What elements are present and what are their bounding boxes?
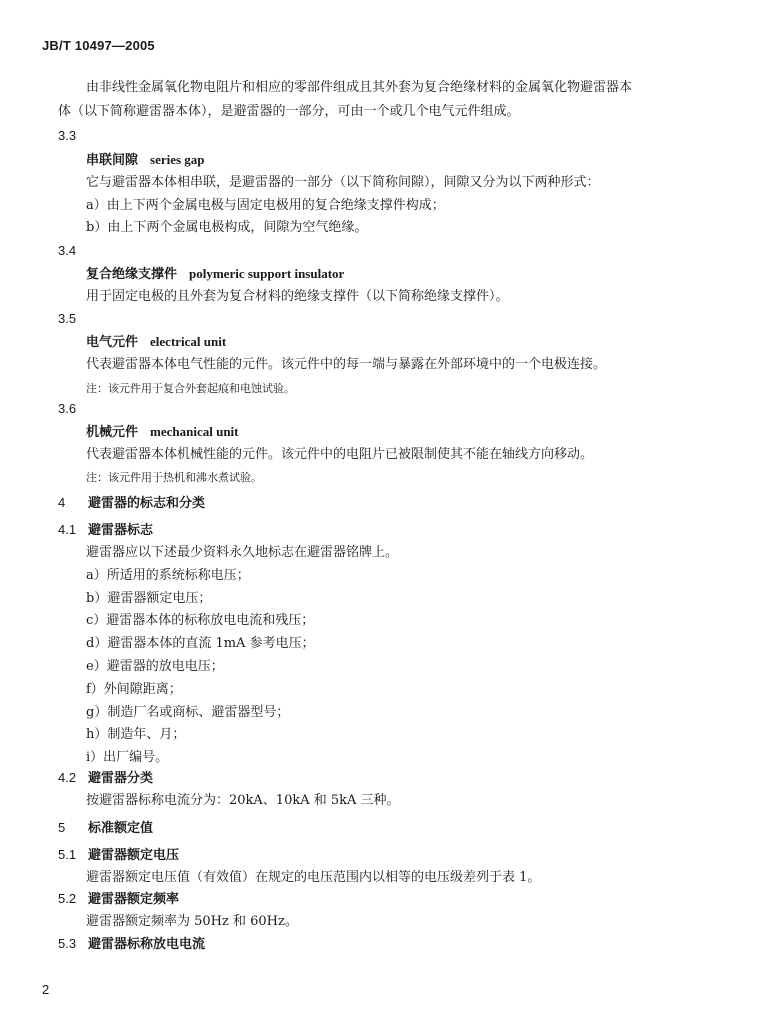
list-item: b）由上下两个金属电极构成，间隙为空气绝缘。 [86, 220, 368, 235]
subsection-heading [58, 936, 205, 953]
term-en: mechanical unit [150, 424, 239, 439]
paragraph-line: 按避雷器标称电流分为：20kA、10kA 和 5kA 三种。 [86, 793, 400, 808]
list-item: a）由上下两个金属电极与固定电极用的复合绝缘支撑件构成； [86, 198, 445, 213]
subsection-number: 4.2 [58, 770, 77, 785]
note-line: 注：该元件用于复合外套起痕和电蚀试验。 [86, 382, 295, 395]
list-item: f）外间隙距离； [86, 682, 182, 697]
subsection-number: 5.3 [58, 936, 77, 951]
section-number: 5 [58, 820, 66, 835]
paragraph-line: 避雷器应以下述最少资料永久地标志在避雷器铭牌上。 [86, 545, 399, 560]
term-en: electrical unit [150, 334, 227, 349]
page-number: 2 [42, 982, 50, 997]
subsection-heading [58, 522, 153, 539]
section-number: 4 [58, 495, 66, 510]
section-heading [58, 820, 153, 837]
list-item: e）避雷器的放电电压； [86, 659, 224, 674]
clause-number: 3.5 [58, 311, 77, 326]
term-heading [86, 152, 205, 169]
term-en: series gap [150, 152, 205, 167]
subsection-title: 避雷器分类 [88, 771, 154, 786]
list-item: d）避雷器本体的直流 1mA 参考电压； [86, 636, 315, 651]
term-heading [86, 334, 226, 351]
term-heading [86, 266, 344, 283]
paragraph-line: 用于固定电极的且外套为复合材料的绝缘支撑件（以下简称绝缘支撑件）。 [86, 289, 509, 304]
subsection-heading [58, 847, 179, 864]
subsection-title: 避雷器额定频率 [88, 892, 180, 907]
paragraph-line: 避雷器额定电压值（有效值）在规定的电压范围内以相等的电压级差列于表 1。 [86, 870, 541, 885]
paragraph-line: 代表避雷器本体电气性能的元件。该元件中的每一端与暴露在外部环境中的一个电极连接。 [86, 357, 607, 372]
term-heading [86, 424, 239, 441]
paragraph-line: 避雷器额定频率为 50Hz 和 60Hz。 [86, 914, 298, 929]
term-cn: 复合绝缘支撑件 [86, 267, 178, 282]
section-heading [58, 495, 205, 512]
paragraph-line: 代表避雷器本体机械性能的元件。该元件中的电阻片已被限制使其不能在轴线方向移动。 [86, 447, 594, 462]
subsection-heading [58, 770, 153, 787]
list-item: b）避雷器额定电压； [86, 591, 212, 606]
subsection-number: 5.2 [58, 891, 77, 906]
list-item: c）避雷器本体的标称放电电流和残压； [86, 613, 315, 628]
paragraph-line: 它与避雷器本体相串联，是避雷器的一部分（以下简称间隙），间隙又分为以下两种形式： [86, 175, 600, 190]
subsection-heading [58, 891, 179, 908]
term-cn: 机械元件 [86, 425, 139, 440]
section-title: 避雷器的标志和分类 [88, 496, 206, 511]
subsection-number: 4.1 [58, 522, 77, 537]
term-cn: 串联间隙 [86, 153, 139, 168]
subsection-title: 避雷器标志 [88, 523, 154, 538]
list-item: i）出厂编号。 [86, 750, 169, 765]
term-cn: 电气元件 [86, 335, 139, 350]
subsection-title: 避雷器标称放电电流 [88, 937, 206, 952]
clause-number: 3.3 [58, 128, 77, 143]
list-item: a）所适用的系统标称电压； [86, 568, 250, 583]
subsection-title: 避雷器额定电压 [88, 848, 180, 863]
section-title: 标准额定值 [88, 821, 154, 836]
list-item: h）制造年、月； [86, 727, 186, 742]
clause-number: 3.6 [58, 401, 77, 416]
list-item: g）制造厂名或商标、避雷器型号； [86, 705, 290, 720]
paragraph-line: 体（以下简称避雷器本体），是避雷器的一部分，可由一个或几个电气元件组成。 [58, 104, 520, 119]
paragraph-line: 由非线性金属氧化物电阻片和相应的零部件组成且其外套为复合绝缘材料的金属氧化物避雷器本 [86, 80, 633, 95]
standard-code-header: JB/T 10497—2005 [42, 38, 155, 53]
clause-number: 3.4 [58, 243, 77, 258]
term-en: polymeric support insulator [189, 266, 345, 281]
note-line: 注：该元件用于热机和沸水煮试验。 [86, 471, 262, 484]
subsection-number: 5.1 [58, 847, 77, 862]
